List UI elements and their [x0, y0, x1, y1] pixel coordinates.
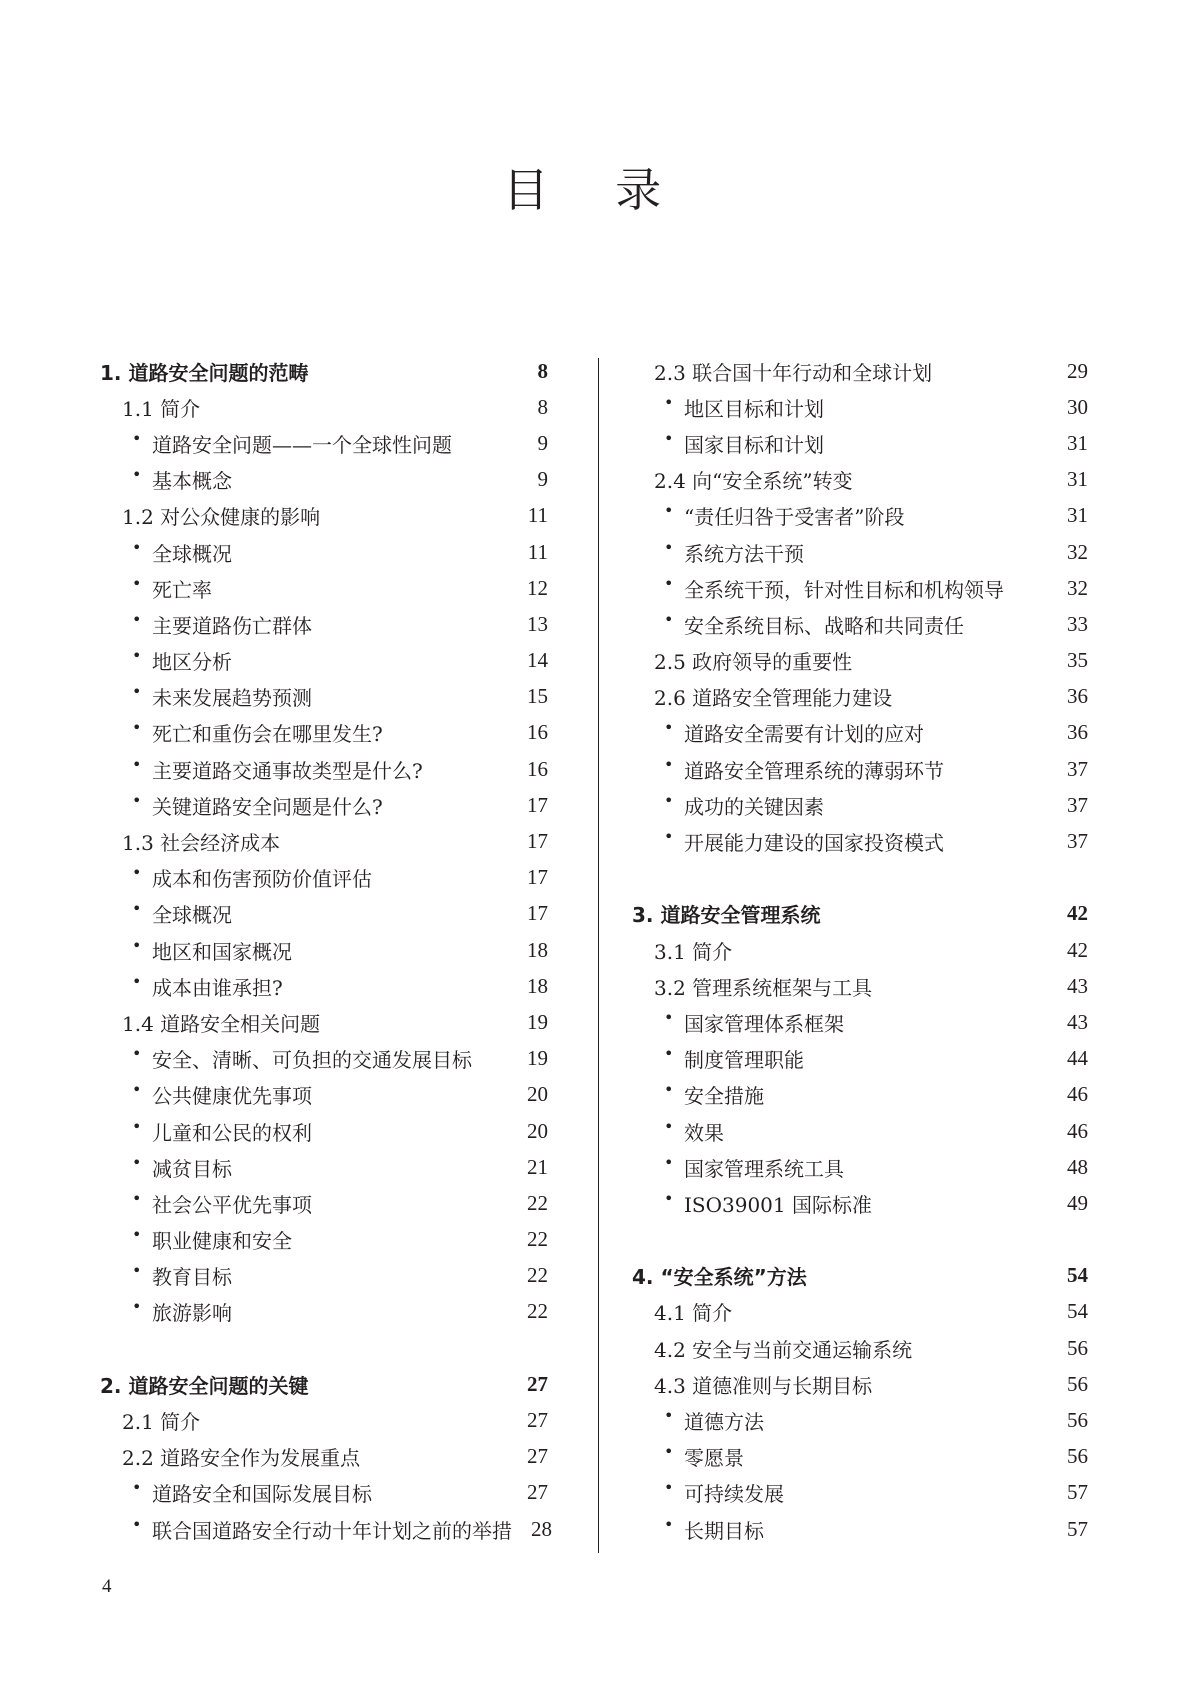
- toc-entry-label: • 效果: [632, 1117, 1048, 1146]
- toc-entry-bullet[interactable]: [100, 643, 548, 679]
- toc-entry-label: • 道路安全需要有计划的应对: [632, 718, 1048, 747]
- toc-entry-page: 22: [527, 1299, 548, 1324]
- toc-entry-chapter[interactable]: [632, 896, 1088, 932]
- toc-right-column: [632, 353, 1088, 1547]
- toc-entry-label: • 零愿景: [632, 1442, 1048, 1471]
- toc-entry-bullet[interactable]: [100, 534, 548, 570]
- toc-entry-bullet[interactable]: [632, 1149, 1088, 1185]
- toc-entry-label: 3.1 简介: [654, 939, 733, 964]
- toc-entry-label: • 长期目标: [632, 1515, 1048, 1544]
- toc-entry-page: 9: [537, 467, 548, 492]
- toc-entry-page: 56: [1067, 1408, 1088, 1433]
- toc-entry-label: 1.1 简介: [122, 396, 201, 421]
- toc-entry-label: 2.6 道路安全管理能力建设: [654, 686, 893, 711]
- toc-entry-page: 17: [527, 865, 548, 890]
- toc-entry-page: 15: [527, 684, 548, 709]
- toc-entry-bullet[interactable]: [632, 1185, 1088, 1221]
- toc-entry-page: 22: [527, 1227, 548, 1252]
- toc-entry-label: • 全系统干预，针对性目标和机构领导: [632, 574, 1048, 603]
- toc-entry-page: 56: [1067, 1371, 1088, 1396]
- toc-entry-page: 16: [527, 720, 548, 745]
- toc-entry-bullet[interactable]: [100, 787, 548, 823]
- toc-entry-page: 20: [527, 1118, 548, 1143]
- toc-entry-label: 2.5 政府领导的重要性: [654, 650, 853, 675]
- toc-entry-bullet[interactable]: [632, 1041, 1088, 1077]
- toc-entry-page: 31: [1067, 430, 1088, 455]
- toc-entry-bullet[interactable]: [632, 751, 1088, 787]
- toc-entry-bullet[interactable]: [100, 751, 548, 787]
- toc-entry-bullet[interactable]: [100, 896, 548, 932]
- toc-entry-page: 54: [1067, 1263, 1088, 1288]
- toc-entry-label: • 地区和国家概况: [100, 936, 508, 965]
- toc-entry-page: 11: [527, 539, 548, 564]
- toc-entry-page: 48: [1067, 1154, 1088, 1179]
- toc-entry-section[interactable]: [632, 968, 1088, 1004]
- toc-entry-bullet[interactable]: [632, 715, 1088, 751]
- toc-entry-label: 1.3 社会经济成本: [122, 831, 281, 856]
- toc-gap: [100, 1330, 548, 1366]
- toc-gap: [632, 860, 1088, 896]
- toc-entry-bullet[interactable]: [100, 570, 548, 606]
- toc-entry-bullet[interactable]: [100, 1258, 548, 1294]
- toc-entry-bullet[interactable]: [632, 606, 1088, 642]
- toc-entry-page: 22: [527, 1190, 548, 1215]
- toc-entry-bullet[interactable]: [632, 1475, 1088, 1511]
- toc-entry-label: 3.2 管理系统框架与工具: [654, 975, 873, 1000]
- toc-entry-label: • 安全措施: [632, 1080, 1048, 1109]
- column-divider: [598, 358, 599, 1553]
- toc-entry-label: • 道路安全问题——一个全球性问题: [100, 429, 508, 458]
- toc-entry-page: 35: [1067, 648, 1088, 673]
- toc-entry-page: 32: [1067, 575, 1088, 600]
- toc-entry-page: 8: [537, 394, 548, 419]
- toc-entry-label: • “责任归咎于受害者”阶段: [632, 501, 1048, 530]
- toc-entry-bullet[interactable]: [100, 932, 548, 968]
- toc-entry-label: • 成本和伤害预防价值评估: [100, 863, 508, 892]
- toc-entry-label: • ISO39001 国际标准: [632, 1189, 1048, 1218]
- toc-entry-bullet[interactable]: [100, 425, 548, 461]
- toc-entry-bullet[interactable]: [100, 968, 548, 1004]
- toc-entry-bullet[interactable]: [632, 570, 1088, 606]
- toc-entry-page: 17: [527, 829, 548, 854]
- toc-entry-label: • 未来发展趋势预测: [100, 682, 508, 711]
- toc-entry-bullet[interactable]: [100, 1294, 548, 1330]
- toc-entry-label: • 国家目标和计划: [632, 429, 1048, 458]
- toc-entry-label: • 成本由谁承担?: [100, 972, 508, 1001]
- toc-entry-label: • 地区分析: [100, 646, 508, 675]
- toc-entry-page: 8: [537, 358, 548, 383]
- toc-entry-section[interactable]: [100, 1402, 548, 1438]
- toc-entry-label: • 基本概念: [100, 465, 508, 494]
- toc-entry-label: • 国家管理体系框架: [632, 1008, 1048, 1037]
- toc-entry-page: 27: [527, 1444, 548, 1469]
- toc-entry-page: 18: [527, 973, 548, 998]
- toc-entry-page: 56: [1067, 1444, 1088, 1469]
- toc-entry-label: • 成功的关键因素: [632, 791, 1048, 820]
- toc-entry-page: 12: [527, 575, 548, 600]
- toc-entry-label: • 道德方法: [632, 1406, 1048, 1435]
- toc-entry-bullet[interactable]: [100, 715, 548, 751]
- toc-entry-page: 37: [1067, 792, 1088, 817]
- toc-entry-bullet[interactable]: [632, 1004, 1088, 1040]
- toc-entry-bullet[interactable]: [100, 1222, 548, 1258]
- toc-entry-bullet[interactable]: [632, 498, 1088, 534]
- toc-entry-chapter[interactable]: [632, 1258, 1088, 1294]
- toc-entry-section[interactable]: [100, 1004, 548, 1040]
- toc-entry-label: • 死亡率: [100, 574, 508, 603]
- toc-entry-label: • 安全系统目标、战略和共同责任: [632, 610, 1048, 639]
- toc-entry-bullet[interactable]: [632, 1113, 1088, 1149]
- toc-entry-label: • 联合国道路安全行动十年计划之前的举措: [100, 1515, 512, 1544]
- toc-entry-page: 37: [1067, 756, 1088, 781]
- toc-entry-label: 4.1 简介: [654, 1301, 733, 1326]
- toc-entry-page: 49: [1067, 1190, 1088, 1215]
- toc-entry-bullet[interactable]: [100, 462, 548, 498]
- toc-entry-bullet[interactable]: [100, 860, 548, 896]
- toc-entry-label: • 死亡和重伤会在哪里发生?: [100, 718, 508, 747]
- page-number: 4: [102, 1576, 112, 1597]
- toc-entry-page: 11: [527, 503, 548, 528]
- toc-entry-page: 19: [527, 1009, 548, 1034]
- toc-entry-bullet[interactable]: [632, 823, 1088, 859]
- toc-entry-page: 36: [1067, 684, 1088, 709]
- toc-entry-page: 16: [527, 756, 548, 781]
- toc-entry-page: 27: [527, 1371, 548, 1396]
- page-title: 目 录: [502, 163, 688, 217]
- toc-entry-bullet[interactable]: [632, 1439, 1088, 1475]
- toc-entry-page: 54: [1067, 1299, 1088, 1324]
- toc-entry-bullet[interactable]: [100, 679, 548, 715]
- toc-entry-section[interactable]: [632, 679, 1088, 715]
- toc-entry-chapter[interactable]: [100, 353, 548, 389]
- toc-entry-section[interactable]: [632, 1330, 1088, 1366]
- toc-entry-label: • 道路安全管理系统的薄弱环节: [632, 755, 1048, 784]
- toc-entry-page: 42: [1067, 937, 1088, 962]
- toc-entry-label: • 系统方法干预: [632, 538, 1048, 567]
- toc-entry-page: 31: [1067, 467, 1088, 492]
- toc-entry-label: • 关键道路安全问题是什么?: [100, 791, 508, 820]
- toc-entry-label: • 制度管理职能: [632, 1044, 1048, 1073]
- toc-entry-page: 43: [1067, 973, 1088, 998]
- toc-entry-bullet[interactable]: [632, 787, 1088, 823]
- toc-entry-page: 20: [527, 1082, 548, 1107]
- toc-entry-page: 17: [527, 792, 548, 817]
- toc-entry-page: 13: [527, 611, 548, 636]
- toc-entry-label: 4.3 道德准则与长期目标: [654, 1373, 873, 1398]
- toc-entry-page: 18: [527, 937, 548, 962]
- toc-entry-bullet[interactable]: [632, 389, 1088, 425]
- toc-entry-page: 46: [1067, 1118, 1088, 1143]
- toc-entry-bullet[interactable]: [100, 1511, 552, 1547]
- toc-entry-label: • 全球概况: [100, 899, 508, 928]
- toc-entry-section[interactable]: [100, 1439, 548, 1475]
- toc-entry-bullet[interactable]: [100, 1475, 548, 1511]
- toc-entry-label: • 社会公平优先事项: [100, 1189, 508, 1218]
- toc-entry-label: 2. 道路安全问题的关键: [100, 1373, 309, 1398]
- toc-entry-label: • 道路安全和国际发展目标: [100, 1478, 508, 1507]
- toc-entry-page: 33: [1067, 611, 1088, 636]
- toc-entry-page: 36: [1067, 720, 1088, 745]
- toc-entry-section[interactable]: [632, 462, 1088, 498]
- toc-entry-label: 4. “安全系统”方法: [632, 1265, 807, 1290]
- toc-entry-label: • 可持续发展: [632, 1478, 1048, 1507]
- toc-entry-chapter[interactable]: [100, 1366, 548, 1402]
- toc-entry-section[interactable]: [632, 1294, 1088, 1330]
- toc-entry-label: 1. 道路安全问题的范畴: [100, 360, 309, 385]
- toc-entry-page: 56: [1067, 1335, 1088, 1360]
- toc-entry-page: 42: [1067, 901, 1088, 926]
- toc-entry-section[interactable]: [100, 498, 548, 534]
- toc-entry-bullet[interactable]: [100, 1077, 548, 1113]
- toc-entry-label: 2.1 简介: [122, 1410, 201, 1435]
- toc-entry-page: 17: [527, 901, 548, 926]
- toc-entry-bullet[interactable]: [632, 425, 1088, 461]
- toc-entry-page: 19: [527, 1046, 548, 1071]
- toc-entry-label: 2.4 向“安全系统”转变: [654, 469, 853, 494]
- toc-entry-section[interactable]: [632, 353, 1088, 389]
- toc-entry-label: • 安全、清晰、可负担的交通发展目标: [100, 1044, 508, 1073]
- toc-gap: [632, 1222, 1088, 1258]
- toc-entry-section[interactable]: [632, 932, 1088, 968]
- toc-entry-page: 57: [1067, 1480, 1088, 1505]
- toc-entry-page: 9: [537, 430, 548, 455]
- toc-entry-bullet[interactable]: [632, 1077, 1088, 1113]
- toc-entry-label: • 教育目标: [100, 1261, 508, 1290]
- toc-entry-page: 57: [1067, 1516, 1088, 1541]
- toc-entry-page: 28: [531, 1516, 552, 1541]
- toc-entry-page: 32: [1067, 539, 1088, 564]
- toc-entry-page: 14: [527, 648, 548, 673]
- toc-entry-label: 2.2 道路安全作为发展重点: [122, 1446, 361, 1471]
- toc-entry-page: 37: [1067, 829, 1088, 854]
- toc-entry-label: • 全球概况: [100, 538, 508, 567]
- toc-entry-section[interactable]: [100, 389, 548, 425]
- toc-entry-bullet[interactable]: [100, 606, 548, 642]
- toc-entry-label: • 公共健康优先事项: [100, 1080, 508, 1109]
- toc-entry-label: • 减贫目标: [100, 1153, 508, 1182]
- toc-entry-bullet[interactable]: [632, 1402, 1088, 1438]
- toc-entry-label: 4.2 安全与当前交通运输系统: [654, 1337, 913, 1362]
- toc-entry-label: • 地区目标和计划: [632, 393, 1048, 422]
- toc-entry-page: 44: [1067, 1046, 1088, 1071]
- toc-entry-label: • 开展能力建设的国家投资模式: [632, 827, 1048, 856]
- toc-entry-bullet[interactable]: [632, 534, 1088, 570]
- toc-entry-page: 27: [527, 1408, 548, 1433]
- toc-entry-bullet[interactable]: [100, 1113, 548, 1149]
- toc-entry-page: 27: [527, 1480, 548, 1505]
- toc-entry-label: 3. 道路安全管理系统: [632, 903, 821, 928]
- toc-entry-page: 31: [1067, 503, 1088, 528]
- toc-entry-section[interactable]: [632, 643, 1088, 679]
- toc-entry-page: 43: [1067, 1009, 1088, 1034]
- toc-entry-page: 30: [1067, 394, 1088, 419]
- toc-entry-section[interactable]: [100, 823, 548, 859]
- toc-entry-label: • 国家管理系统工具: [632, 1153, 1048, 1182]
- toc-entry-page: 21: [527, 1154, 548, 1179]
- toc-entry-bullet[interactable]: [100, 1149, 548, 1185]
- toc-entry-page: 46: [1067, 1082, 1088, 1107]
- toc-entry-label: • 儿童和公民的权利: [100, 1117, 508, 1146]
- toc-entry-bullet[interactable]: [632, 1511, 1088, 1547]
- toc-entry-label: • 主要道路伤亡群体: [100, 610, 508, 639]
- toc-entry-label: 1.4 道路安全相关问题: [122, 1011, 321, 1036]
- toc-left-column: [100, 353, 552, 1547]
- toc-entry-page: 29: [1067, 358, 1088, 383]
- toc-entry-page: 22: [527, 1263, 548, 1288]
- toc-entry-bullet[interactable]: [100, 1041, 548, 1077]
- toc-entry-label: 1.2 对公众健康的影响: [122, 505, 321, 530]
- toc-entry-label: • 职业健康和安全: [100, 1225, 508, 1254]
- toc-entry-bullet[interactable]: [100, 1185, 548, 1221]
- toc-entry-label: • 主要道路交通事故类型是什么?: [100, 755, 508, 784]
- toc-entry-label: 2.3 联合国十年行动和全球计划: [654, 360, 933, 385]
- toc-entry-label: • 旅游影响: [100, 1297, 508, 1326]
- toc-entry-section[interactable]: [632, 1366, 1088, 1402]
